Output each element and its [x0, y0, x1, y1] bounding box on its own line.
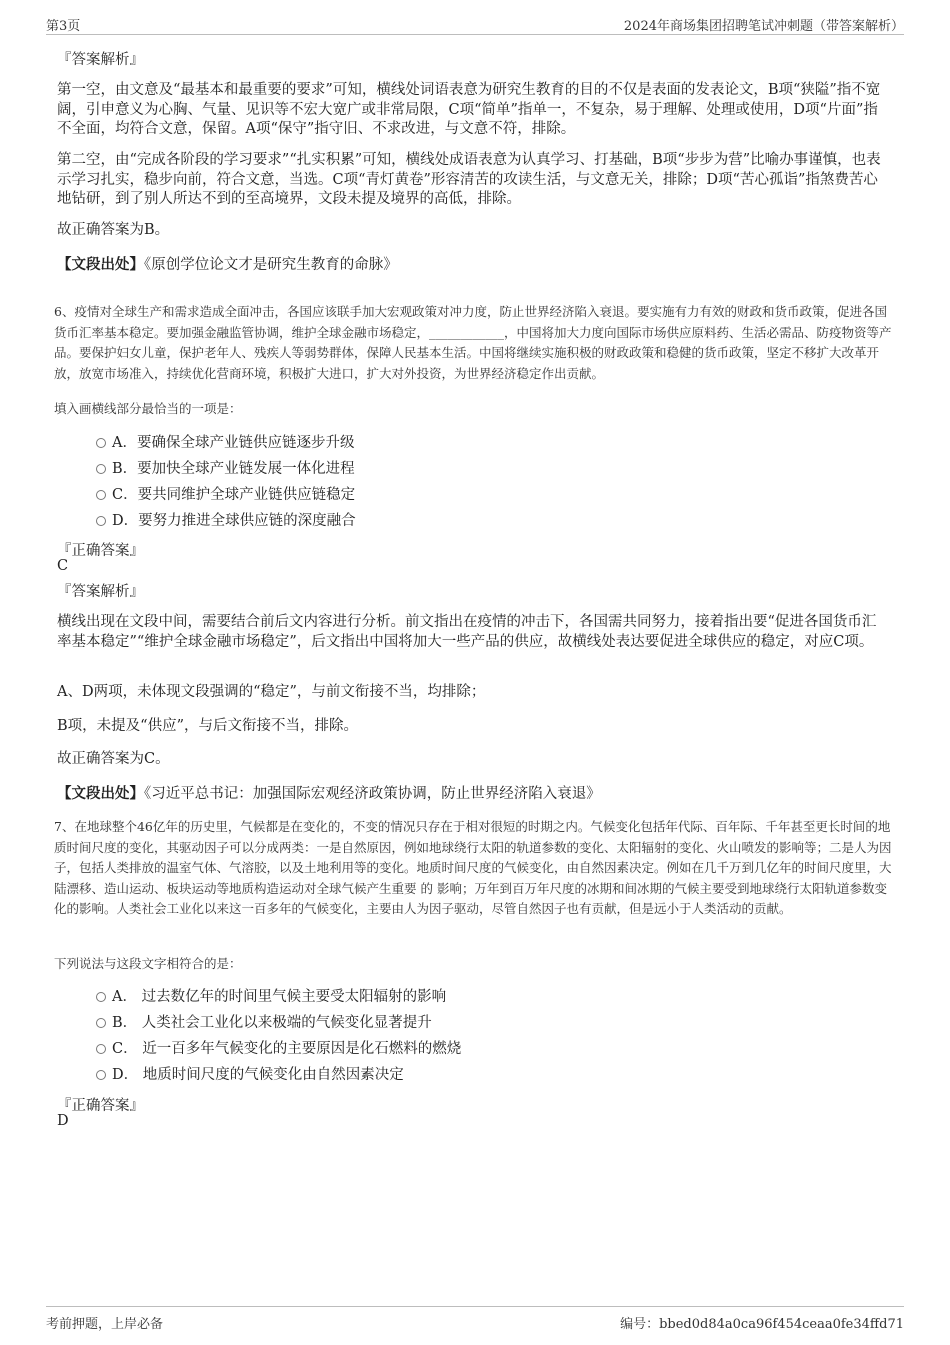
page-footer — [46, 1306, 904, 1331]
footer-serial: 编号：bbed0d84a0ca96f454ceaa0fe34ffd71 — [620, 1317, 904, 1332]
q6-analysis-label: 『答案解析』 — [57, 584, 144, 600]
q6-conclusion: 故正确答案为C。 — [57, 751, 170, 767]
q6-answer-label: 『正确答案』 — [57, 543, 144, 559]
q6-analysis-p3: B项，未提及“供应”，与后文衔接不当，排除。 — [57, 718, 358, 734]
q6-option-b[interactable]: B．要加快全球产业链发展一体化进程 — [96, 459, 355, 479]
q6-analysis-p2: A、D两项，未体现文段强调的“稳定”，与前文衔接不当，均排除； — [57, 684, 486, 700]
q5-source-title: 《原创学位论文才是研究生教育的命脉》 — [144, 257, 398, 273]
radio-icon[interactable] — [96, 464, 106, 474]
radio-icon[interactable] — [96, 1070, 106, 1080]
q6-option-c[interactable]: C．要共同维护全球产业链供应链稳定 — [96, 485, 355, 505]
document-title: 2024年商场集团招聘笔试冲刺题（带答案解析） — [623, 19, 904, 34]
q5-analysis-p2: 第二空，由“完成各阶段的学习要求”“扎实积累”可知，横线处成语表意为认真学习、打基础，B项“步步为营”比喻办事谨慎，也表示学习扎实，稳步向前，符合文意，当选。C项“青灯黄卷”形容清苦的攻读生活，与文意无关，排除；D项“苦心孤诣”指煞费苦心地钻研，到了别人所达不到的至高境界，文段未提及境界的高低，排除。 — [57, 152, 881, 207]
q6-analysis-p1: 横线出现在文段中间，需要结合前后文内容进行分析。前文指出在疫情的冲击下，各国需共同努力，接着指出要“促进各国货币汇率基本稳定”“维护全球金融市场稳定”，后文指出中国将加大一些产品的供应，故横线处表达要促进全球供应的稳定，对应C项。 — [57, 614, 877, 650]
q6-stem-part2: ，中国将加大力度向国际市场供应原料药、生活必需品、防疫物资等产品。要保护妇女儿童，保护老年人、残疾人等弱势群体，保障人民基本生活。中国将继续实施积极的财政政策和稳健的货币政策，坚定不移扩大改革开放，放宽市场准入，持续优化营商环境，积极扩大进口，扩大对外投资，为世界经济稳定作出贡献。 — [54, 324, 892, 381]
q6-source-label: 【文段出处】 — [57, 785, 144, 802]
radio-icon[interactable] — [96, 992, 106, 1002]
q7-answer-label: 『正确答案』 — [57, 1098, 144, 1114]
radio-icon[interactable] — [96, 438, 106, 448]
footer-slogan: 考前押题，上岸必备 — [46, 1317, 164, 1332]
q6-source-title: 《习近平总书记：加强国际宏观经济政策协调，防止世界经济陷入衰退》 — [144, 786, 601, 802]
q6-answer: C — [57, 558, 69, 574]
q6-stem-part1: 6、疫情对全球生产和需求造成全面冲击，各国应该联手加大宏观政策对冲力度，防止世界经济陷入衰退。要实施有力有效的财政和货币政策，促进各国货币汇率基本稳定。要加强金融监管协调，维护全球金融市场稳定， — [54, 304, 887, 340]
q6-prompt: 填入画横线部分最恰当的一项是： — [54, 401, 242, 416]
q7-option-b[interactable]: B． 人类社会工业化以来极端的气候变化显著提升 — [96, 1013, 432, 1033]
q7-answer: D — [57, 1113, 69, 1129]
q5-analysis-label: 『答案解析』 — [57, 52, 144, 68]
radio-icon[interactable] — [96, 1044, 106, 1054]
page-header — [46, 12, 904, 35]
radio-icon[interactable] — [96, 490, 106, 500]
q7-option-a[interactable]: A． 过去数亿年的时间里气候主要受太阳辐射的影响 — [96, 987, 446, 1007]
q7-stem: 7、在地球整个46亿年的历史里，气候都是在变化的，不变的情况只存在于相对很短的时期之内。气候变化包括年代际、百年际、千年甚至更长时间的地质时间尺度的变化，其驱动因子可以分成两类：一是自然原因，例如地球绕行太阳的轨道参数的变化、太阳辐射的变化、火山喷发的影响等；二是人为因子，包括人类排放的温室气体、气溶胶，以及土地利用等的变化。地质时间尺度的气候变化，由自然因素决定。例如在几千万到几亿年的时间尺度里，大陆漂移、造山运动、板块运动等地质构造运动对全球气候产生重要 的 影响；万年到百万年尺度的冰期和间冰期的气候主要受到地球绕行太阳轨道参数变化的影响。人类社会工业化以来这一百多年的气候变化，主要由人为因子驱动，尽管自然因子也有贡献，但是远小于人类活动的贡献。 — [54, 819, 892, 916]
q5-source — [57, 255, 889, 276]
radio-icon[interactable] — [96, 516, 106, 526]
q6-stem — [54, 302, 899, 384]
q7-option-d[interactable]: D． 地质时间尺度的气候变化由自然因素决定 — [96, 1065, 404, 1085]
q5-conclusion: 故正确答案为B。 — [57, 222, 170, 238]
radio-icon[interactable] — [96, 1018, 106, 1028]
q6-blank: ____________ — [429, 324, 505, 340]
q6-source — [57, 784, 889, 805]
q7-option-c[interactable]: C． 近一百多年气候变化的主要原因是化石燃料的燃烧 — [96, 1039, 461, 1059]
q5-analysis-p1: 第一空，由文意及“最基本和最重要的要求”可知，横线处词语表意为研究生教育的目的不仅是表面的发表论文，B项“狭隘”指不宽阔，引申意义为心胸、气量、见识等不宏大宽广或非常局限，C项“简单”指单一，不复杂，易于理解、处理或使用，D项“片面”指不全面，均符合文意，保留。A项“保守”指守旧、不求改进，与文意不符，排除。 — [57, 82, 881, 137]
page-number: 第3页 — [46, 19, 81, 34]
q7-prompt: 下列说法与这段文字相符合的是： — [54, 956, 242, 971]
q6-option-a[interactable]: A．要确保全球产业链供应链逐步升级 — [96, 433, 354, 453]
q6-option-d[interactable]: D．要努力推进全球供应链的深度融合 — [96, 511, 356, 531]
q5-source-label: 【文段出处】 — [57, 256, 144, 273]
